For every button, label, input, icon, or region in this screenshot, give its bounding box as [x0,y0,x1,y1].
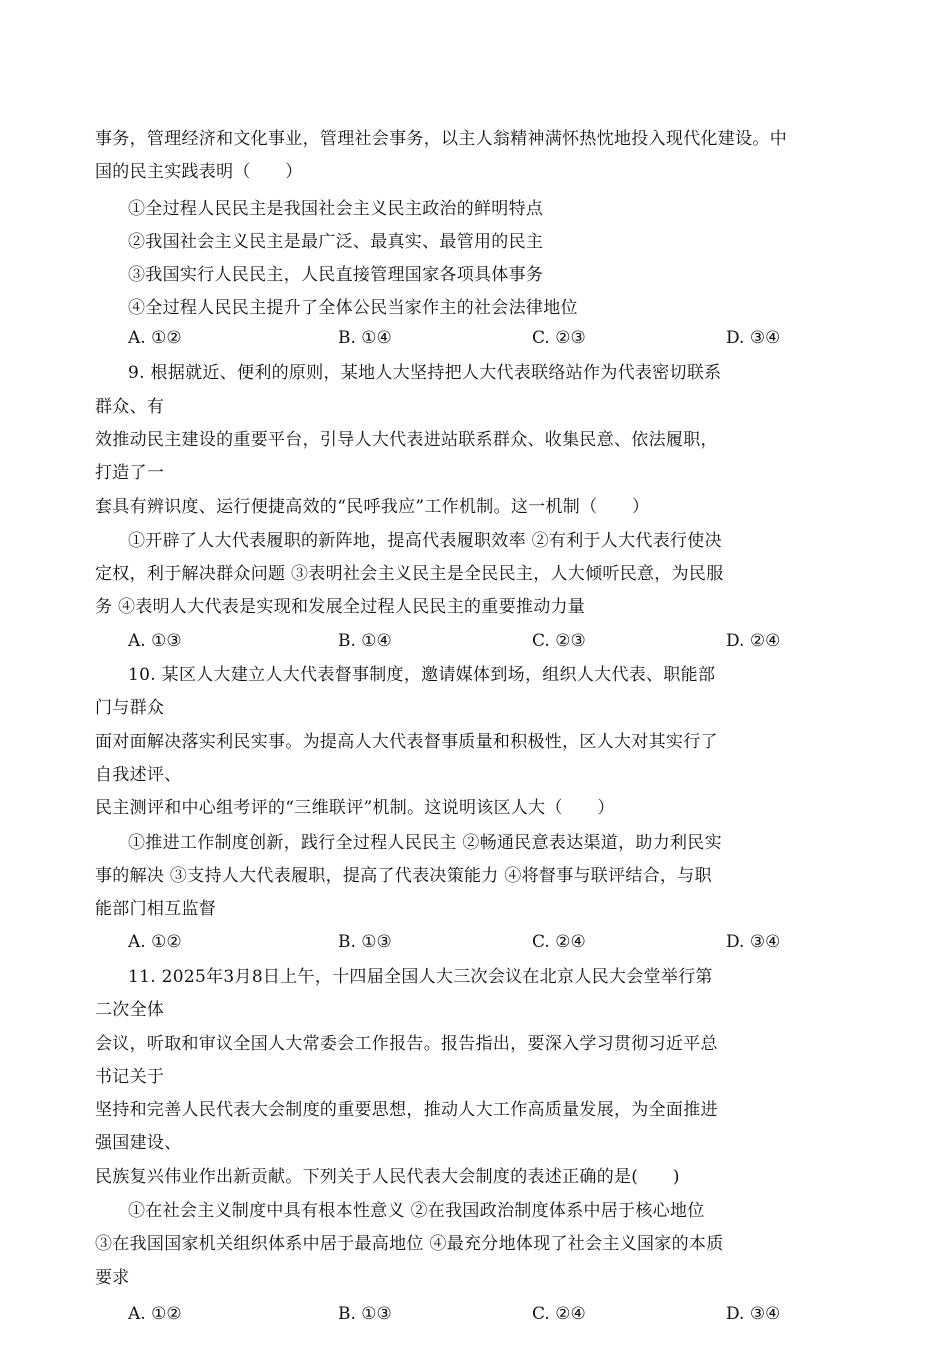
q9-stem-line-2: 群众、有 [95,397,165,417]
q11-statements-line-2: ③在我国国家机关组织体系中居于最高地位 ④最充分地体现了社会主义国家的本质 [95,1234,724,1254]
q9-stem-line-3: 效推动民主建设的重要平台，引导人大代表进站联系群众、收集民意、依法履职， [95,430,718,450]
q9-stem-line-5: 套具有辨识度、运行便捷高效的“民呼我应”工作机制。这一机制（ ） [95,497,650,517]
q10-statements-line-2: 事的解决 ③支持人大代表履职，提高了代表决策能力 ④将督事与联评结合，与职 [95,866,712,886]
q8-statement-2: ②我国社会主义民主是最广泛、最真实、最管用的民主 [128,232,544,252]
q11-stem-line-1: 11. 2025年3月8日上午，十四届全国人大三次会议在北京人民大会堂举行第 [128,967,713,987]
q8-option-d: D. ③④ [726,328,781,348]
q11-option-a: A. ①② [128,1304,182,1324]
q11-stem-line-3: 会议，听取和审议全国人大常委会工作报告。报告指出，要深入学习贯彻习近平总 [95,1034,718,1054]
q8-stem-line-1: 事务，管理经济和文化事业，管理社会事务，以主人翁精神满怀热忱地投入现代化建设。中 [95,129,787,149]
q11-statements-line-3: 要求 [95,1268,130,1288]
q8-stem-line-2: 国的民主实践表明（ ） [95,162,303,182]
q9-option-c: C. ②③ [532,631,586,651]
q9-option-a: A. ①③ [128,631,182,651]
q11-stem-line-5: 坚持和完善人民代表大会制度的重要思想，推动人大工作高质量发展，为全面推进 [95,1100,718,1120]
q10-stem-line-3: 面对面解决落实利民实事。为提高人大代表督事质量和积极性，区人大对其实行了 [95,732,718,752]
q10-stem-line-1: 10. 某区人大建立人大代表督事制度，邀请媒体到场，组织人大代表、职能部 [128,665,716,685]
q10-option-d: D. ③④ [726,932,781,952]
q9-option-d: D. ②④ [726,631,781,651]
q10-stem-line-2: 门与群众 [95,698,165,718]
q10-stem-line-4: 自我述评、 [95,765,182,785]
q8-option-c: C. ②③ [532,328,586,348]
q8-option-b: B. ①④ [338,328,392,348]
q9-option-b: B. ①④ [338,631,392,651]
q11-stem-line-4: 书记关于 [95,1067,165,1087]
q11-option-b: B. ①③ [338,1304,392,1324]
q10-option-b: B. ①③ [338,932,392,952]
q11-option-c: C. ②④ [532,1304,586,1324]
q9-stem-line-1: 9. 根据就近、便利的原则，某地人大坚持把人大代表联络站作为代表密切联系 [128,363,722,383]
q11-stem-line-6: 强国建设、 [95,1133,182,1153]
q10-statements-line-1: ①推进工作制度创新，践行全过程人民民主 ②畅通民意表达渠道，助力利民实 [128,833,722,853]
q11-option-d: D. ③④ [726,1304,781,1324]
q8-statement-3: ③我国实行人民民主，人民直接管理国家各项具体事务 [128,265,544,285]
q11-stem-line-2: 二次全体 [95,1000,165,1020]
q9-statements-line-2: 定权，利于解决群众问题 ③表明社会主义民主是全民民主，人大倾听民意，为民服 [95,564,724,584]
q9-statements-line-3: 务 ④表明人大代表是实现和发展全过程人民民主的重要推动力量 [95,597,586,617]
q10-option-c: C. ②④ [532,932,586,952]
q11-statements-line-1: ①在社会主义制度中具有根本性意义 ②在我国政治制度体系中居于核心地位 [128,1201,705,1221]
q10-statements-line-3: 能部门相互监督 [95,899,217,919]
q9-stem-line-4: 打造了一 [95,463,165,483]
q8-option-a: A. ①② [128,328,182,348]
q8-statement-4: ④全过程人民民主提升了全体公民当家作主的社会法律地位 [128,298,578,318]
q8-statement-1: ①全过程人民民主是我国社会主义民主政治的鲜明特点 [128,199,544,219]
q9-statements-line-1: ①开辟了人大代表履职的新阵地，提高代表履职效率 ②有利于人大代表行使决 [128,531,722,551]
q11-stem-line-7: 民族复兴伟业作出新贡献。下列关于人民代表大会制度的表述正确的是( ) [95,1167,680,1187]
q10-stem-line-5: 民主测评和中心组考评的“三维联评”机制。这说明该区人大（ ） [95,798,615,818]
q10-option-a: A. ①② [128,932,182,952]
